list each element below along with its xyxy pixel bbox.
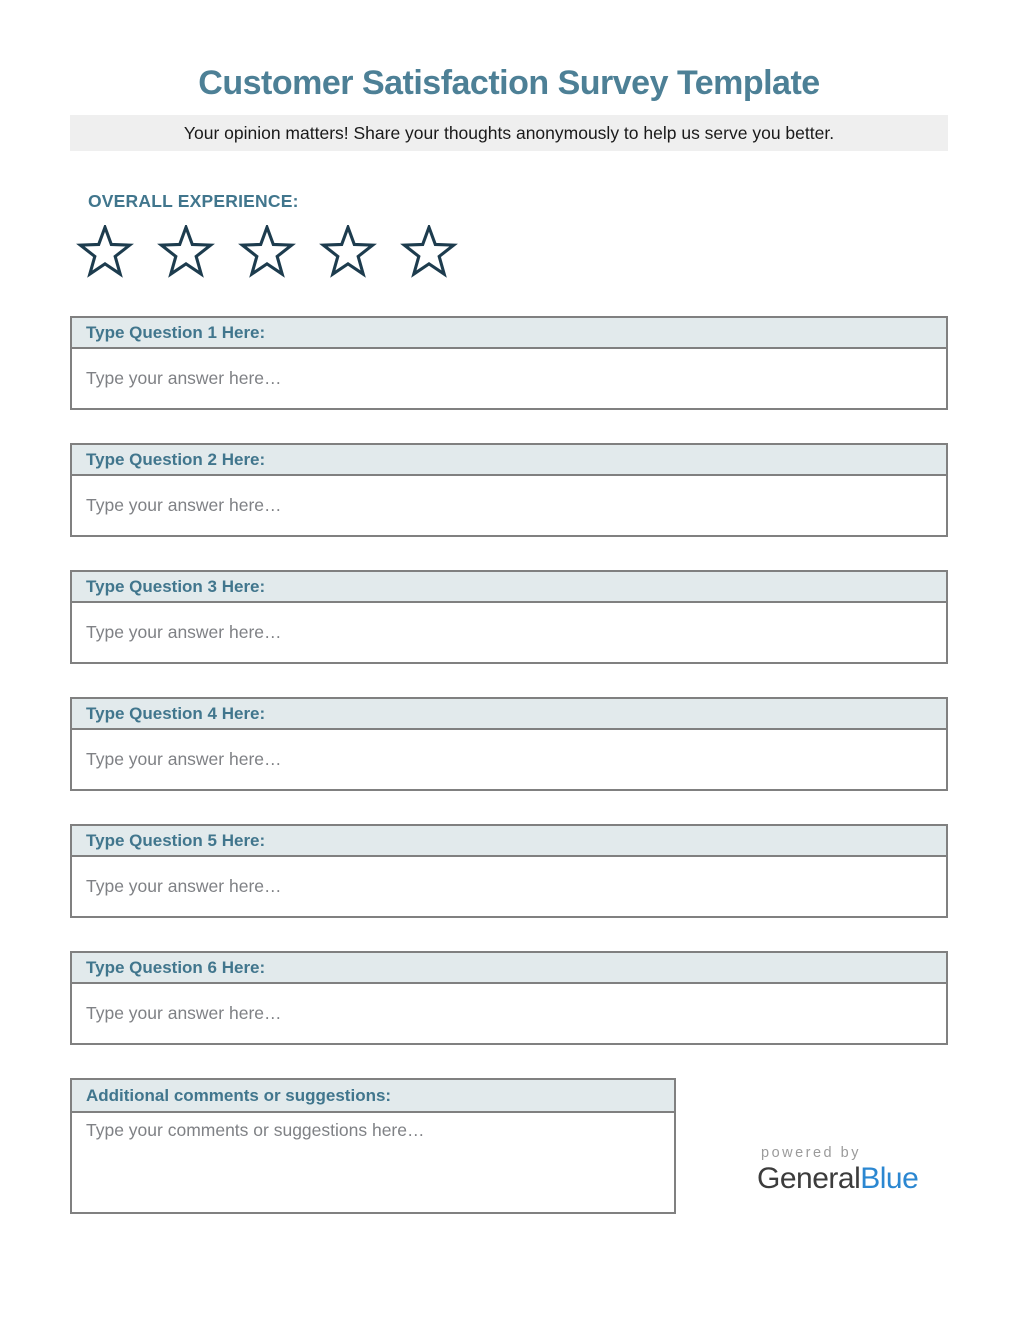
star-icon[interactable]: [157, 225, 215, 279]
generalblue-wordmark: [757, 1162, 927, 1195]
question-box-3: [70, 570, 948, 664]
question-box-4: [70, 697, 948, 791]
question-box-1: [70, 316, 948, 410]
answer-input[interactable]: Type your answer here…: [86, 622, 282, 643]
star-rating: [76, 224, 948, 280]
answer-input[interactable]: Type your answer here…: [86, 368, 282, 389]
overall-experience-label: OVERALL EXPERIENCE:: [88, 191, 299, 212]
brand-blue: Blue: [860, 1162, 919, 1195]
comments-box: [70, 1078, 676, 1214]
question-box-2: [70, 443, 948, 537]
question-label: Type Question 3 Here:: [72, 572, 946, 603]
question-label: Type Question 1 Here:: [72, 318, 946, 349]
page-title: Customer Satisfaction Survey Template: [198, 64, 820, 102]
survey-document: [70, 0, 948, 1214]
star-icon[interactable]: [238, 225, 296, 279]
question-list: [70, 316, 948, 1045]
star-icon[interactable]: [76, 225, 134, 279]
question-box-5: [70, 824, 948, 918]
answer-input[interactable]: Type your answer here…: [86, 495, 282, 516]
answer-input[interactable]: Type your answer here…: [86, 1003, 282, 1024]
question-label: Type Question 6 Here:: [72, 953, 946, 984]
question-label: Type Question 2 Here:: [72, 445, 946, 476]
answer-input[interactable]: Type your answer here…: [86, 876, 282, 897]
comments-label: Additional comments or suggestions:: [72, 1080, 674, 1113]
powered-by-label: powered by: [761, 1145, 861, 1161]
question-label: Type Question 4 Here:: [72, 699, 946, 730]
comments-input[interactable]: Type your comments or suggestions here…: [86, 1120, 425, 1141]
question-box-6: [70, 951, 948, 1045]
answer-input[interactable]: Type your answer here…: [86, 749, 282, 770]
star-icon[interactable]: [319, 225, 377, 279]
question-label: Type Question 5 Here:: [72, 826, 946, 857]
brand-general: General: [757, 1162, 861, 1195]
brand-logo: [757, 1145, 927, 1195]
star-icon[interactable]: [400, 225, 458, 279]
subtitle-banner: Your opinion matters! Share your thoughts anonymously to help us serve you better.: [70, 115, 948, 151]
